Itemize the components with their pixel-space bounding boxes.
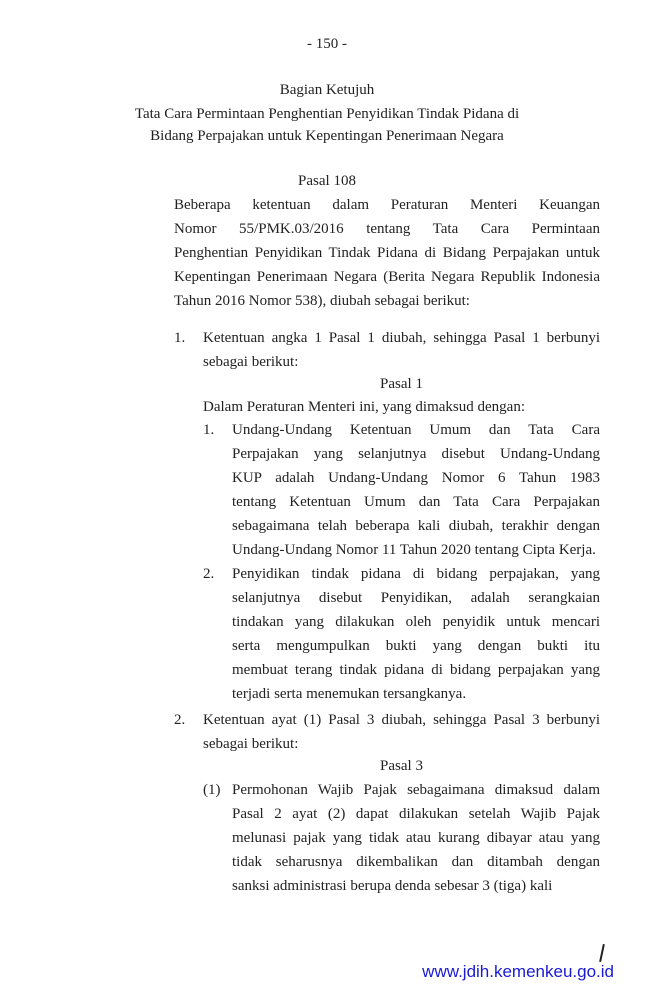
text-line: Ketentuan angka 1 Pasal 1 diubah, sehingga Pasal 1 berbunyi	[203, 330, 600, 346]
text-line: membuat terang tindak pidana di bidang perpajakan yang	[232, 662, 600, 678]
text-line: melunasi pajak yang tidak atau kurang dibayar atau yang	[232, 830, 600, 846]
text-line: serta mengumpulkan bukti yang dengan bukti itu	[232, 638, 600, 654]
subitem-number: (1)	[203, 782, 221, 798]
section-title-line: Tata Cara Permintaan Penghentian Penyidikan Tindak Pidana di	[134, 106, 520, 122]
pasal-1-title: Pasal 1	[380, 376, 423, 392]
text-line: sebagai berikut:	[203, 354, 299, 370]
text-line: sebagai berikut:	[203, 736, 299, 752]
section-title-line: Bidang Perpajakan untuk Kepentingan Penerimaan Negara	[150, 128, 504, 144]
text-line: tentang Ketentuan Umum dan Tata Cara Perpajakan	[232, 494, 600, 510]
text-line: selanjutnya disebut Penyidikan, adalah serangkaian	[232, 590, 600, 606]
text-line: Pasal 2 ayat (2) dapat dilakukan setelah Wajib Pajak	[232, 806, 600, 822]
text-line: Beberapa ketentuan dalam Peraturan Menteri Keuangan	[174, 197, 600, 213]
pasal-3-ayat-1	[232, 778, 600, 898]
text-line: Ketentuan ayat (1) Pasal 3 diubah, sehingga Pasal 3 berbunyi	[203, 712, 600, 728]
signature-mark	[599, 944, 605, 962]
text-line: Kepentingan Penerimaan Negara (Berita Negara Republik Indonesia	[174, 269, 600, 285]
text-line: KUP adalah Undang-Undang Nomor 6 Tahun 1983	[232, 470, 600, 486]
definition-penyidikan	[232, 562, 600, 706]
text-line: Nomor 55/PMK.03/2016 tentang Tata Cara Permintaan	[174, 221, 600, 237]
subitem-number: 2.	[203, 566, 215, 582]
pasal-108-body	[174, 193, 600, 313]
text-line: Tahun 2016 Nomor 538), diubah sebagai berikut:	[174, 293, 470, 309]
text-line: Undang-Undang Nomor 11 Tahun 2020 tentang Cipta Kerja.	[232, 542, 596, 558]
item-1-text	[203, 326, 600, 374]
pasal-3-title: Pasal 3	[380, 758, 423, 774]
text-line: sebagaimana telah beberapa kali diubah, terakhir dengan	[232, 518, 600, 534]
item-number: 1.	[174, 330, 186, 346]
pasal-108-title: Pasal 108	[298, 173, 356, 189]
text-line: Penghentian Penyidikan Tindak Pidana di Bidang Perpajakan untuk	[174, 245, 600, 261]
text-line: tidak seharusnya dikembalikan dan ditambah dengan	[232, 854, 600, 870]
item-number: 2.	[174, 712, 186, 728]
section-heading: Bagian Ketujuh	[279, 82, 375, 98]
pasal-1-intro: Dalam Peraturan Menteri ini, yang dimaksud dengan:	[203, 399, 525, 415]
item-2-text	[203, 708, 600, 756]
text-line: sanksi administrasi berupa denda sebesar 3 (tiga) kali	[232, 878, 553, 894]
page-number: - 150 -	[307, 36, 347, 52]
definition-kup	[232, 418, 600, 562]
text-line: Permohonan Wajib Pajak sebagaimana dimaksud dalam	[232, 782, 600, 798]
text-line: Undang-Undang Ketentuan Umum dan Tata Cara	[232, 422, 600, 438]
text-line: Perpajakan yang selanjutnya disebut Undang-Undang	[232, 446, 600, 462]
subitem-number: 1.	[203, 422, 215, 438]
text-line: Penyidikan tindak pidana di bidang perpajakan, yang	[232, 566, 600, 582]
footer-url-link[interactable]: www.jdih.kemenkeu.go.id	[422, 962, 614, 981]
text-line: terjadi serta menemukan tersangkanya.	[232, 686, 467, 702]
text-line: tindakan yang dilakukan oleh penyidik untuk mencari	[232, 614, 600, 630]
